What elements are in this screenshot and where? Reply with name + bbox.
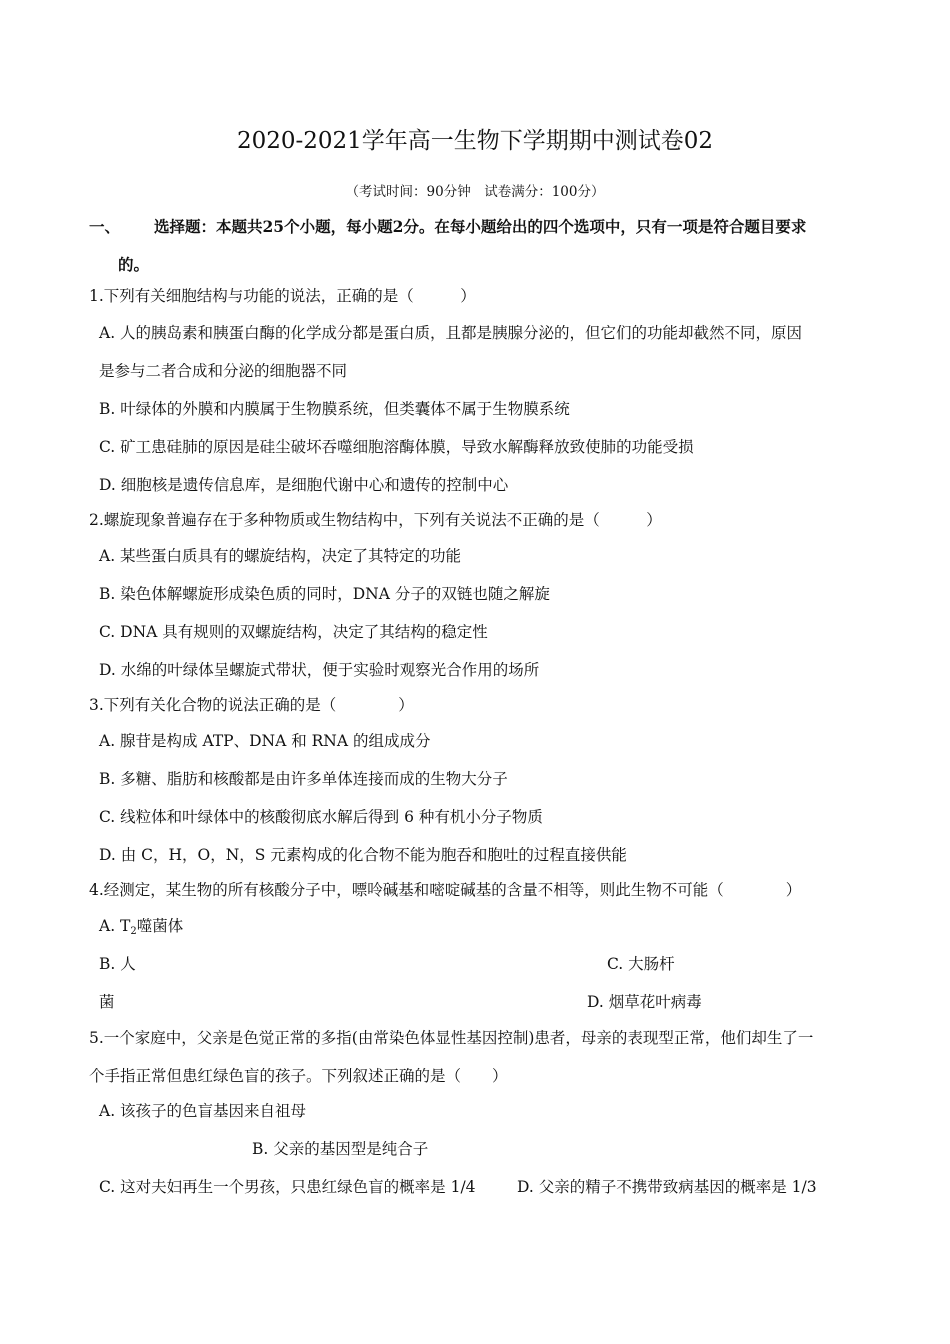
question-3-stem: 3.下列有关化合物的说法正确的是（ ） [89,696,414,714]
question-3-option-a: A. 腺苷是构成 ATP、DNA 和 RNA 的组成成分 [99,732,431,750]
question-3-option-d: D. 由 C，H，O，N，S 元素构成的化合物不能为胞吞和胞吐的过程直接供能 [99,846,627,864]
exam-info: （考试时间：90分钟 试卷满分：100分） [345,184,605,200]
question-1-option-a: A. 人的胰岛素和胰蛋白酶的化学成分都是蛋白质，且都是胰腺分泌的，但它们的功能却截然不同，原因 [99,324,803,342]
question-1-option-b: B. 叶绿体的外膜和内膜属于生物膜系统，但类囊体不属于生物膜系统 [99,400,570,418]
section-instructions-line2: 的。 [118,255,150,274]
question-4-option-c: C. 大肠杆 [607,955,675,973]
question-2-stem: 2.螺旋现象普遍存在于多种物质或生物结构中，下列有关说法不正确的是（ ） [89,511,662,529]
question-5-option-b: B. 父亲的基因型是纯合子 [252,1140,429,1158]
question-4-option-a-subscript: 2 [130,926,137,937]
question-2-option-b: B. 染色体解螺旋形成染色质的同时，DNA 分子的双链也随之解旋 [99,585,550,603]
question-3-option-c: C. 线粒体和叶绿体中的核酸彻底水解后得到 6 种有机小分子物质 [99,808,543,826]
question-5-option-c: C. 这对夫妇再生一个男孩，只患红绿色盲的概率是 1/4 [99,1178,476,1196]
question-3-option-b: B. 多糖、脂肪和核酸都是由许多单体连接而成的生物大分子 [99,770,508,788]
question-1-stem: 1.下列有关细胞结构与功能的说法，正确的是（ ） [89,287,476,305]
question-2-option-c: C. DNA 具有规则的双螺旋结构，决定了其结构的稳定性 [99,623,488,641]
question-4-stem: 4.经测定，某生物的所有核酸分子中，嘌呤碱基和嘧啶碱基的含量不相等，则此生物不可能（ ） [89,881,802,899]
question-5-option-a: A. 该孩子的色盲基因来自祖母 [99,1102,307,1120]
question-5-stem-cont: 个手指正常但患红绿色盲的孩子。下列叙述正确的是（ ） [89,1067,508,1085]
question-5-stem: 5.一个家庭中，父亲是色觉正常的多指(由常染色体显性基因控制)患者，母亲的表现型正常，他们却生了一 [89,1029,814,1047]
question-4-option-a-suffix: 噬菌体 [136,917,184,935]
question-2-option-d: D. 水绵的叶绿体呈螺旋式带状，便于实验时观察光合作用的场所 [99,661,540,679]
question-1-option-c: C. 矿工患硅肺的原因是硅尘破坏吞噬细胞溶酶体膜，导致水解酶释放致使肺的功能受损 [99,438,694,456]
question-2-option-a: A. 某些蛋白质具有的螺旋结构，决定了其特定的功能 [99,547,462,565]
question-4-option-a [99,916,183,942]
question-1-option-d: D. 细胞核是遗传信息库，是细胞代谢中心和遗传的控制中心 [99,476,509,494]
section-instructions-line1: 选择题：本题共25个小题，每小题2分。在每小题给出的四个选项中，只有一项是符合题目要求 [154,217,807,236]
page-title: 2020-2021学年高一生物下学期期中测试卷02 [236,128,714,154]
question-5-option-d: D. 父亲的精子不携带致病基因的概率是 1/3 [517,1178,817,1196]
question-1-option-a-cont: 是参与二者合成和分泌的细胞器不同 [99,362,348,380]
section-number: 一、 [89,217,121,236]
question-4-option-c-cont: 菌 [99,993,115,1011]
question-4-option-a-prefix: A. T [99,917,131,935]
question-4-option-d: D. 烟草花叶病毒 [587,993,702,1011]
question-4-option-b: B. 人 [99,955,136,973]
